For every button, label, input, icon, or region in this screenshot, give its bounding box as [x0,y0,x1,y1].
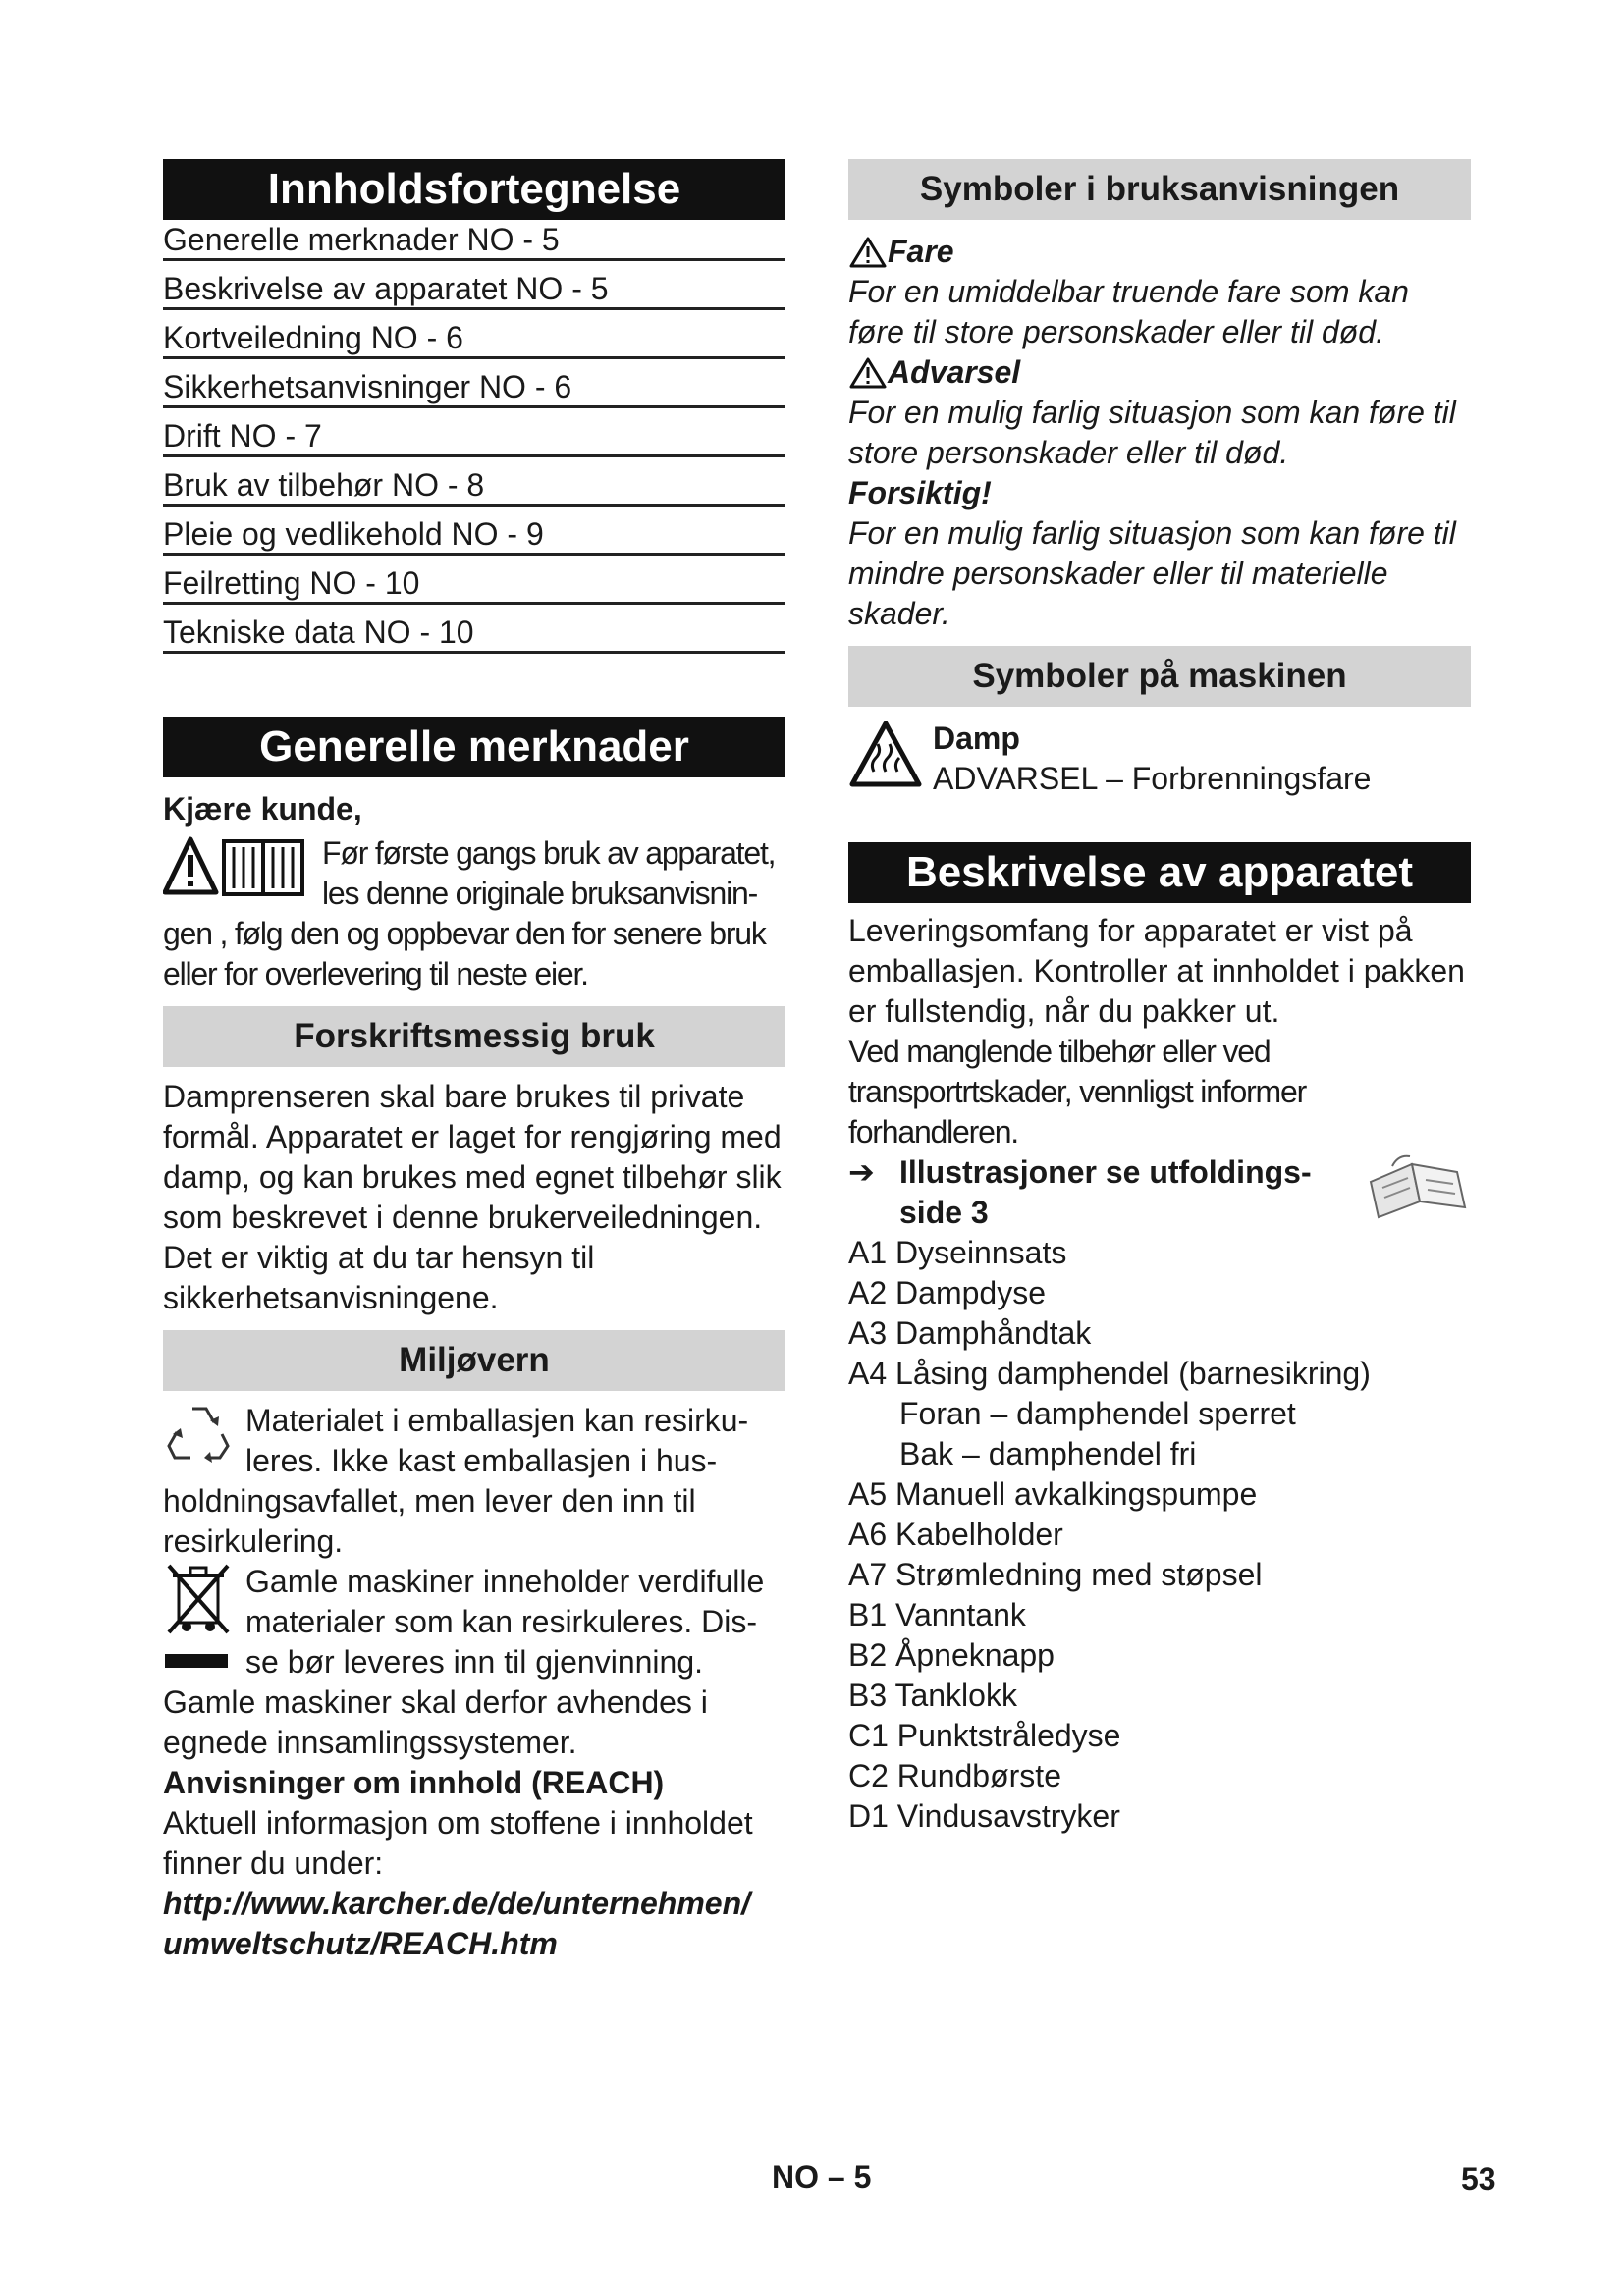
environment-heading: Miljøvern [163,1330,785,1391]
description-heading: Beskrivelse av apparatet [848,842,1471,903]
list-item: D1 Vindusavstryker [848,1798,1120,1834]
toc-item[interactable]: Sikkerhetsanvisninger NO - 6 [163,359,785,408]
list-item: A6 Kabelholder [848,1517,1063,1552]
manual-symbols-heading: Symboler i bruksanvisningen [848,159,1471,220]
parts-list [848,1233,1471,1837]
illustration-ref [848,1152,1471,1233]
warning-label: Advarsel [888,354,1021,390]
recycle-line: Materialet i emballasjen kan resirku- [245,1403,749,1438]
caution-text: For en mulig farlig situasjon som kan føre til mindre personskader eller til materielle skader. [848,515,1456,631]
list-item: B2 Åpneknapp [848,1637,1055,1673]
illustration-ref-line: side 3 [899,1195,989,1230]
list-item: A5 Manuell avkalkingspumpe [848,1476,1258,1512]
weee-text: Gamle maskiner skal derfor avhendes i egnede innsamlingssystemer. [163,1684,708,1760]
list-item: A4 Låsing damphendel (barnesikring) [848,1356,1371,1391]
toc-item[interactable]: Kortveiledning NO - 6 [163,310,785,359]
list-item: A3 Damphåndtak [848,1315,1092,1351]
reach-link[interactable]: umweltschutz/REACH.htm [163,1926,558,1961]
toc-heading: Innholdsfortegnelse [163,159,785,220]
toc-item[interactable]: Feilretting NO - 10 [163,556,785,605]
weee-block [163,1562,785,1682]
reach-link[interactable]: http://www.karcher.de/de/unternehmen/ [163,1886,751,1921]
warning-label-row [848,352,1471,393]
list-item: C1 Punktstråledyse [848,1718,1121,1753]
intro-block [163,833,785,914]
list-item: A2 Dampdyse [848,1275,1046,1310]
toc-item[interactable]: Drift NO - 7 [163,408,785,457]
danger-label: Fare [888,234,954,269]
toc-list [163,220,785,654]
greeting: Kjære kunde, [163,791,362,827]
intro-text: gen , følg den og oppbevar den for senere bruk eller for overlevering til neste eier. [163,916,766,991]
warning-read-manual-icon [163,833,312,902]
illustration-ref-line: Illustrasjoner se utfoldings- [899,1154,1312,1190]
warning-triangle-icon [848,356,888,390]
toc-item[interactable]: Bruk av tilbehør NO - 8 [163,457,785,507]
danger-text: For en umiddelbar truende fare som kan føre til store personskader eller til død. [848,274,1409,349]
general-heading: Generelle merknader [163,717,785,777]
warning-triangle-icon [848,236,888,269]
caution-label: Forsiktig! [848,475,992,510]
foldout-book-icon [1363,1152,1471,1221]
danger-label-row [848,232,1471,272]
intended-use-heading: Forskriftsmessig bruk [163,1006,785,1067]
toc-item[interactable]: Beskrivelse av apparatet NO - 5 [163,261,785,310]
right-column [848,159,1471,1837]
list-item: C2 Rundbørste [848,1758,1061,1793]
steam-row [848,719,1471,799]
list-subitem: Bak – damphendel fri [899,1436,1197,1471]
page-number: 53 [1461,2162,1496,2197]
list-subitem: Foran – damphendel sperret [899,1396,1296,1431]
weee-line: se bør leveres inn til gjenvinning. [245,1644,704,1680]
machine-symbols-heading: Symboler på maskinen [848,646,1471,707]
page-section-number: NO – 5 [772,2160,872,2195]
steam-warning-icon [848,719,923,789]
intro-line: Før første gangs bruk av apparatet, [322,835,776,871]
arrow-right-icon: ➔ [848,1154,875,1190]
steam-label: Damp [933,721,1020,756]
toc-item[interactable]: Tekniske data NO - 10 [163,605,785,654]
list-item: A7 Strømledning med støpsel [848,1557,1263,1592]
weee-line: materialer som kan resirkuleres. Dis- [245,1604,758,1639]
warning-text: For en mulig farlig situasjon som kan føre til store personskader eller til død. [848,395,1456,470]
weee-line: Gamle maskiner inneholder verdifulle [245,1564,765,1599]
list-item: A1 Dyseinnsats [848,1235,1067,1270]
recycle-block [163,1401,785,1481]
steam-text: ADVARSEL – Forbrenningsfare [933,761,1372,796]
reach-text: Aktuell informasjon om stoffene i innholdet finner du under: [163,1805,753,1881]
recycle-line: leres. Ikke kast emballasjen i hus- [245,1443,718,1478]
description-text: Ved manglende tilbehør eller ved transportrtskader, vennligst informer forhandleren. [848,1034,1307,1149]
reach-heading: Anvisninger om innhold (REACH) [163,1765,665,1800]
intended-use-text: Damprenseren skal bare brukes til private formål. Apparatet er laget for rengjøring med damp, og kan brukes med egnet tilbehør slik som beskrevet i denne brukerveiledningen. Det er viktig at du tar hensyn til sikkerhetsanvisningene. [163,1079,782,1315]
description-text: Leveringsomfang for apparatet er vist på emballasjen. Kontroller at innholdet i pakken er fullstendig, når du pakker ut. [848,913,1465,1029]
recycle-icon [163,1401,236,1471]
crossed-bin-icon [163,1562,236,1672]
toc-item[interactable]: Generelle merknader NO - 5 [163,220,785,261]
toc-item[interactable]: Pleie og vedlikehold NO - 9 [163,507,785,556]
list-item: B1 Vanntank [848,1597,1026,1632]
left-column [163,159,785,1964]
list-item: B3 Tanklokk [848,1678,1017,1713]
recycle-text: holdningsavfallet, men lever den inn til resirkulering. [163,1483,696,1559]
intro-line: les denne originale bruksanvisnin- [322,876,758,911]
